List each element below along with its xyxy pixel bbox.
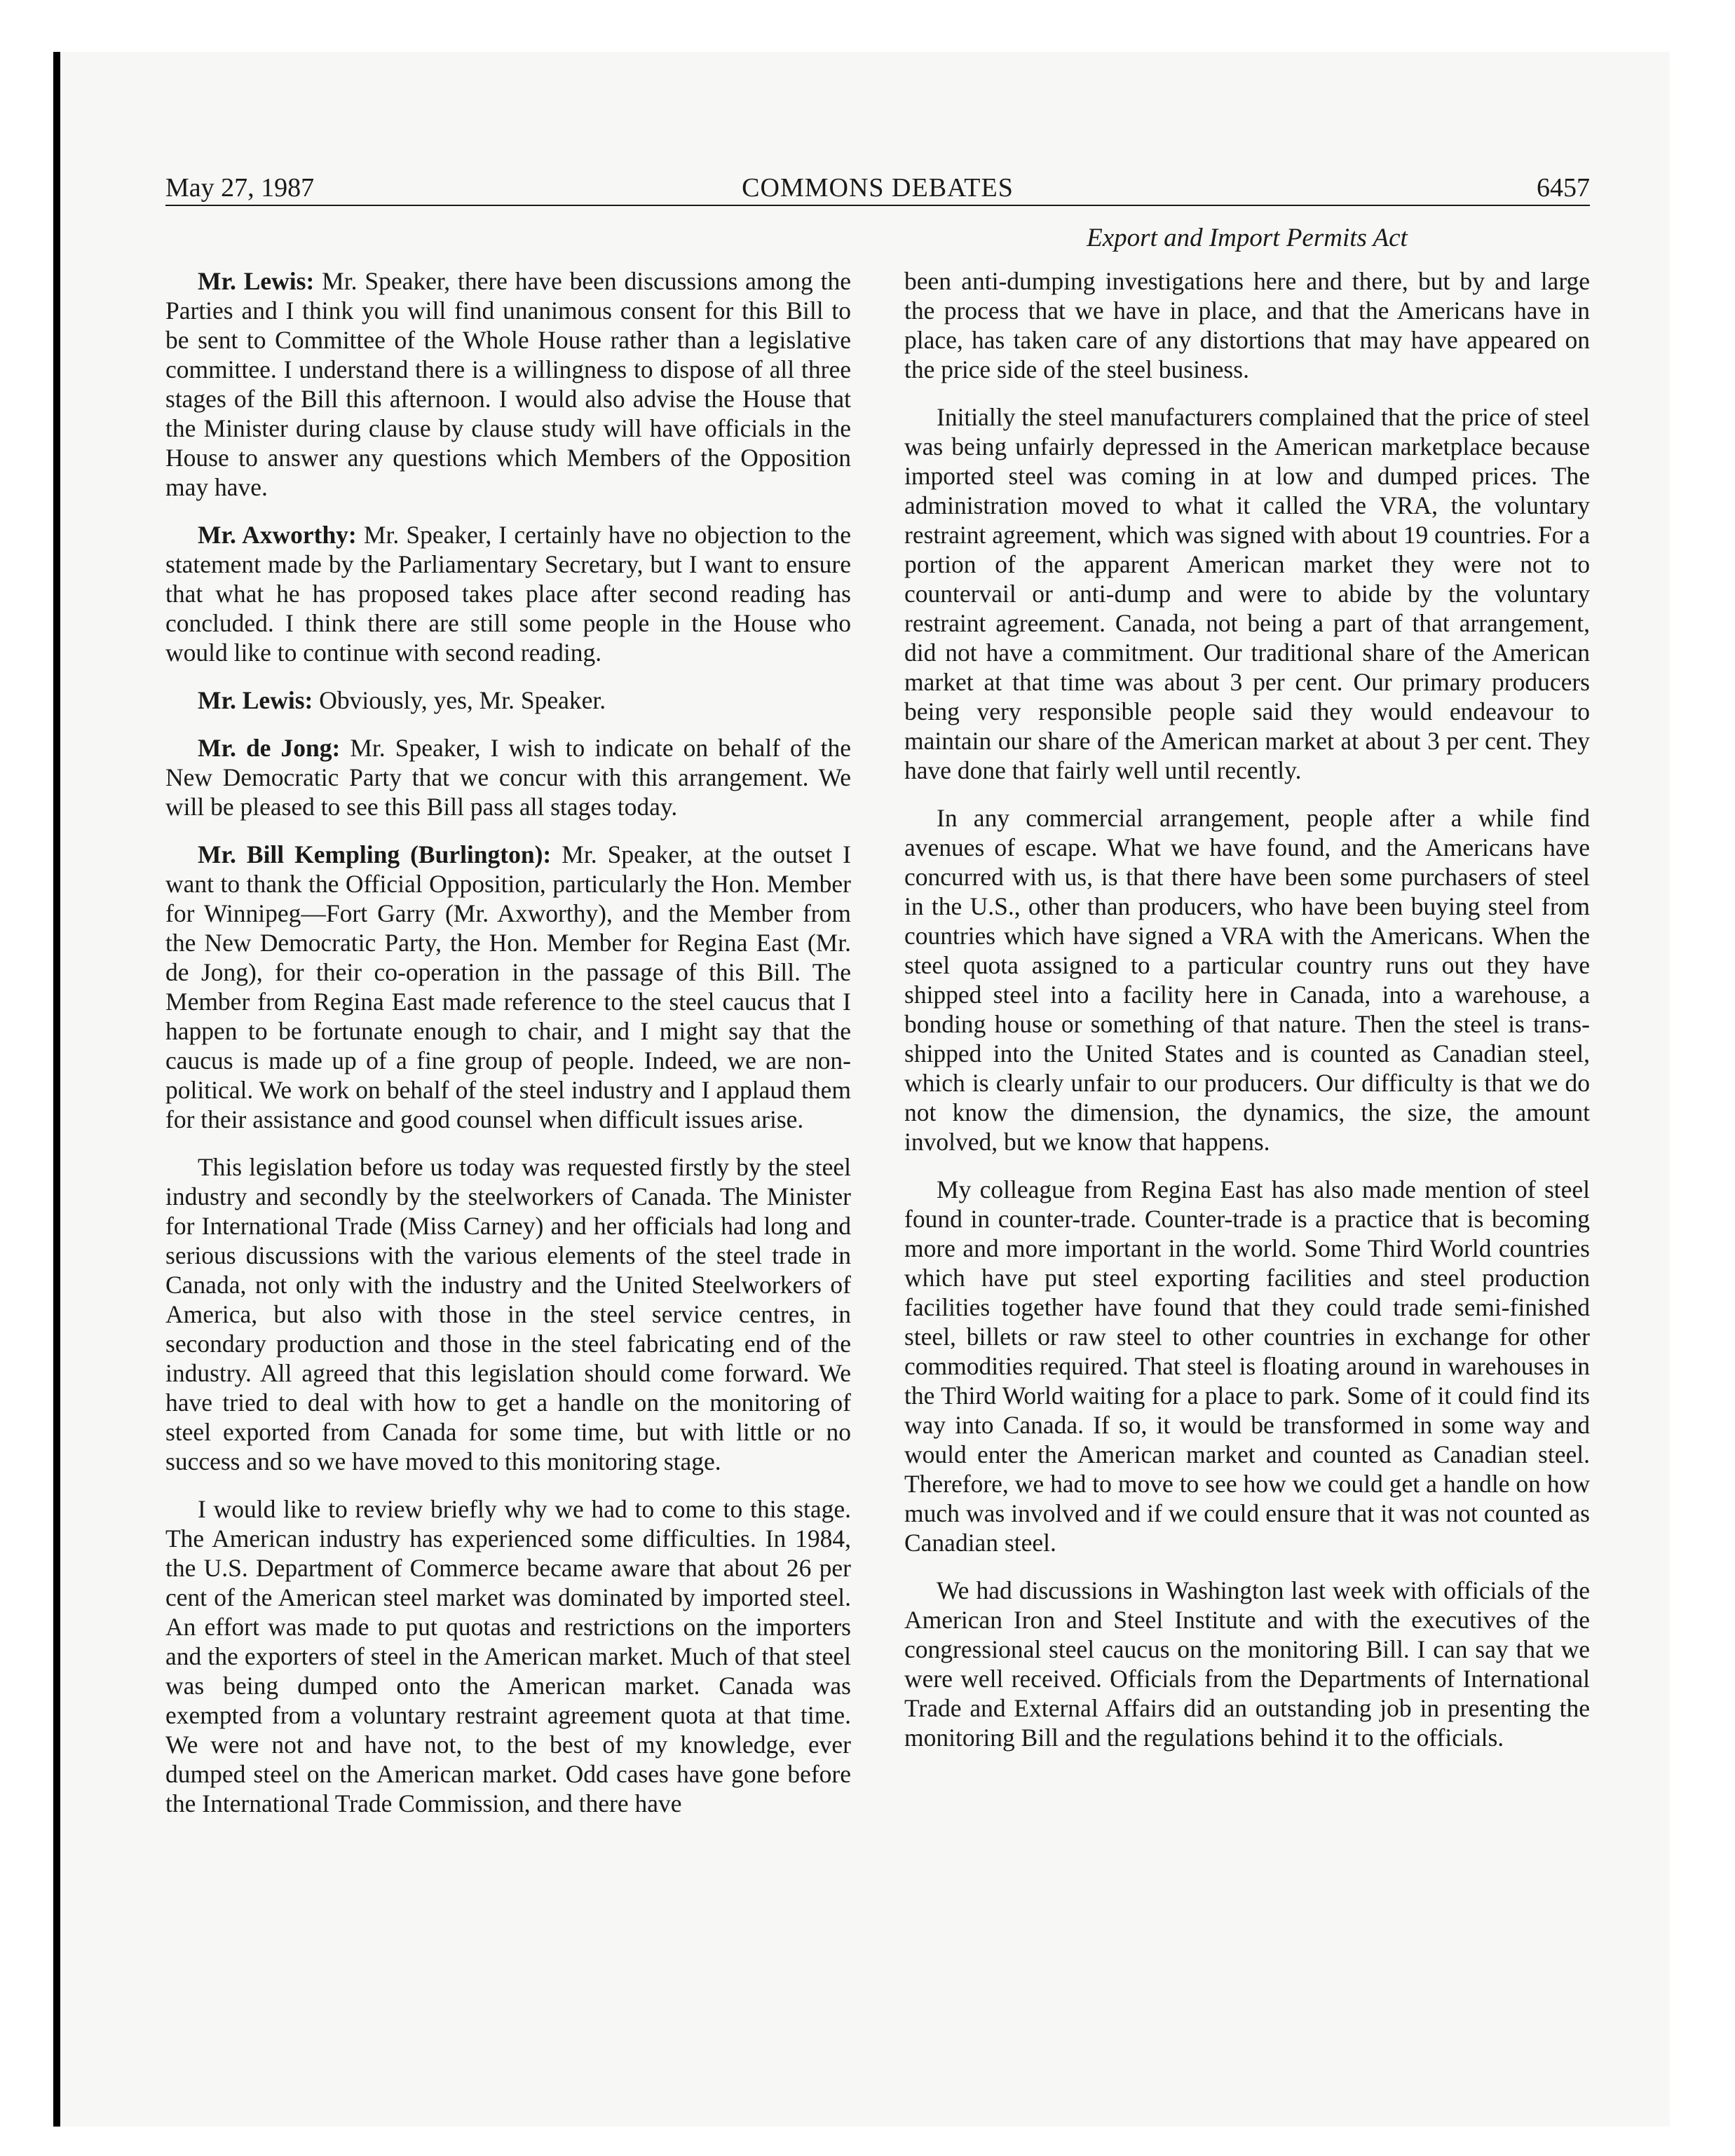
paragraph bbox=[165, 1152, 851, 1476]
paragraph-text: Initially the steel manufacturers complained that the price of steel was being unfairly depressed in the American marketplace because imported steel was coming in at low and dumped prices. The administration moved to what it called the VRA, the voluntary restraint agreement, which was signed with about 19 countries. For a portion of the apparent American market they were not to countervail or anti-dump and were to abide by the voluntary restraint agreement. Canada, not being a part of that arrangement, did not have a commitment. Our traditional share of the American market at that time was about 3 per cent. Our primary producers being very responsible people said they would endeavour to maintain our share of the American market at about 3 per cent. They have done that fairly well until recently. bbox=[904, 403, 1590, 784]
paragraph bbox=[165, 840, 851, 1134]
speaker-name: Mr. Bill Kempling (Burlington): bbox=[198, 840, 552, 868]
speaker-name: Mr. Lewis: bbox=[198, 686, 313, 714]
right-column bbox=[904, 266, 1590, 1770]
paragraph bbox=[165, 1494, 851, 1818]
binding-edge bbox=[53, 52, 60, 2127]
paragraph-text: We had discussions in Washington last week with officials of the American Iron and Steel Institute and with the executives of the congressional steel caucus on the monitoring Bill. I can say that we were well received. Officials from the Departments of International Trade and External Affairs did an outstanding job in presenting the monitoring Bill and the regulations behind it to the officials. bbox=[904, 1576, 1590, 1752]
paragraph-text: This legislation before us today was requested firstly by the steel industry and secondly by the steelworkers of Canada. The Minister for International Trade (Miss Carney) and her officials had long and serious discussions with the various elements of the steel trade in Canada, not only with the industry and the United Steelworkers of America, but also with those in the steel service centres, in secondary production and those in the steel fabricating end of the industry. All agreed that this legislation should come forward. We have tried to deal with how to get a handle on the monitoring of steel exported from Canada for some time, but with little or no success and so we have moved to this monitoring stage. bbox=[165, 1153, 851, 1475]
paragraph-text: been anti-dumping investigations here and there, but by and large the process that we have in place, and that the Americans have in place, has taken care of any distortions that may have appeared on the price side of the steel business. bbox=[904, 267, 1590, 383]
paragraph-text: Mr. Speaker, there have been discussions among the Parties and I think you will find unanimous consent for this Bill to be sent to Committee of the Whole House rather than a legislative committee. I understand there is a willingness to dispose of all three stages of the Bill this afternoon. I would also advise the House that the Minister during clause by clause study will have officials in the House to answer any questions which Members of the Opposition may have. bbox=[165, 267, 851, 501]
left-column bbox=[165, 266, 851, 1836]
paragraph-text: My colleague from Regina East has also made mention of steel found in counter-trade. Counter-trade is a practice that is becoming more and more important in the world. Some Third World countries which have put steel exporting facilities and steel production facilities together have found that they could trade semi-finished steel, billets or raw steel to other countries in exchange for other commodities required. That steel is floating around in warehouses in the Third World waiting for a place to park. Some of it could find its way into Canada. If so, it would be transformed in some way and would enter the American market and counted as Canadian steel. Therefore, we had to move to see how we could get a handle on how much was involved and if we could ensure that it was not counted as Canadian steel. bbox=[904, 1175, 1590, 1557]
speaker-name: Mr. de Jong: bbox=[198, 734, 341, 762]
header-page-number: 6457 bbox=[1537, 173, 1590, 203]
header-date: May 27, 1987 bbox=[165, 173, 315, 203]
paragraph-text: Mr. Speaker, I certainly have no objection to the statement made by the Parliamentary Secretary, but I want to ensure that what he has proposed takes place after second reading has concluded. I think there are still some people in the House who would like to continue with second reading. bbox=[165, 521, 851, 667]
paragraph bbox=[165, 685, 851, 715]
paragraph bbox=[165, 266, 851, 502]
speaker-name: Mr. Axworthy: bbox=[198, 521, 357, 549]
paragraph bbox=[165, 733, 851, 821]
paragraph-continued bbox=[904, 266, 1590, 384]
paragraph bbox=[904, 402, 1590, 785]
header-rule bbox=[165, 205, 1590, 206]
running-head bbox=[165, 171, 1590, 205]
paragraph-text: In any commercial arrangement, people after a while find avenues of escape. What we have found, and the Americans have concurred with us, is that there have been some purchasers of steel in the U.S., other than producers, who have been buying steel from countries which have signed a VRA with the Americans. When the steel quota assigned to a particular country runs out they have shipped steel into a facility here in Canada, into a warehouse, a bonding house or something of that nature. Then the steel is trans-shipped into the United States and is counted as Canadian steel, which is clearly unfair to our producers. Our difficulty is that we do not know the dimension, the dynamics, the size, the amount involved, but we know that happens. bbox=[904, 804, 1590, 1156]
paragraph-text: Mr. Speaker, I wish to indicate on behalf of the New Democratic Party that we concur with this arrangement. We will be pleased to see this Bill pass all stages today. bbox=[165, 734, 851, 821]
paragraph bbox=[904, 1175, 1590, 1557]
section-title: Export and Import Permits Act bbox=[1087, 224, 1408, 252]
paragraph bbox=[904, 803, 1590, 1157]
paragraph-text: Mr. Speaker, at the outset I want to thank the Official Opposition, particularly the Hon. Member for Winnipeg—Fort Garry (Mr. Axworthy), and the Member from the New Democratic Party, the Hon. Member for Regina East (Mr. de Jong), for their co-operation in the passage of this Bill. The Member from Regina East made reference to the steel caucus that I happen to be fortunate enough to chair, and I might say that the caucus is made up of a fine group of people. Indeed, we are non-political. We work on behalf of the steel industry and I applaud them for their assistance and good counsel when difficult issues arise. bbox=[165, 840, 852, 1133]
paragraph bbox=[165, 520, 851, 667]
header-publication: COMMONS DEBATES bbox=[742, 173, 1014, 203]
paragraph-text: Obviously, yes, Mr. Speaker. bbox=[313, 686, 606, 714]
speaker-name: Mr. Lewis: bbox=[198, 267, 315, 295]
paragraph bbox=[904, 1576, 1590, 1752]
paragraph-text: I would like to review briefly why we had to come to this stage. The American industry has experienced some difficulties. In 1984, the U.S. Department of Commerce became aware that about 26 per cent of the American steel market was dominated by imported steel. An effort was made to put quotas and restrictions on the importers and the exporters of steel in the American market. Much of that steel was being dumped onto the American market. Canada was exempted from a voluntary restraint agreement quota at that time. We were not and have not, to the best of my knowledge, ever dumped steel on the American market. Odd cases have gone before the International Trade Commission, and there have bbox=[165, 1495, 851, 1817]
